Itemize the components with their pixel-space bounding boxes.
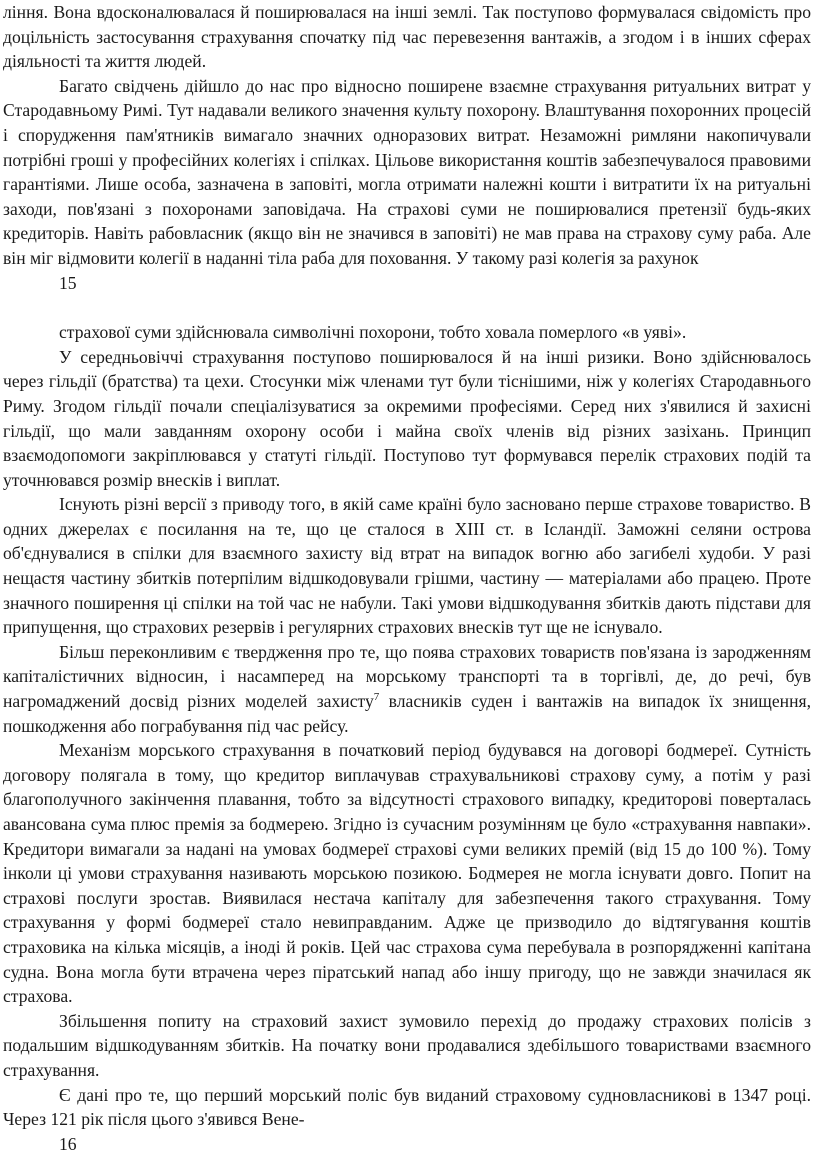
- paragraph-text: Iснують рiзнi версiї з приводу того, в якiй саме країнi було засновано перше страхове товариство. В одних джерелах є посилання на те, що це сталося в XIII ст. в Iсландiї. Заможнi селяни острова об'єднувалися в спiлки для взаємного захисту вiд втрат на випадок вогню або загибелi худоби. У разi нещастя частину збиткiв потерпiлим вiдшкодовували грiшми, частину — матерiалами або працею. Проте значного поширення цi спiлки на той час не набули. Такi умови вiдшкодування збиткiв дають пiдстави для припущення, що страхових резервiв i регулярних страхових внескiв тут ще не iснувало.: [3, 494, 811, 638]
- paragraph-text: Механiзм морського страхування в початковий перiод будувався на договорi бодмереї. Сутнiсть договору полягала в тому, що кредитор виплачував страхувальниковi страхову суму, а потiм у разi благополучного закiнчення плавання, тобто за вiдсутностi страхового випадку, кредиторовi поверталась авансована сума плюс премiя за бодмерею. Згiдно iз сучасним розумiнням це було «страхування навпаки». Кредитори вимагали за наданi на умовах бодмереї страховi суми великих премiй (вiд 15 до 100 %). Тому iнколи цi умови страхування називають морською позикою. Бодмерея не могла iснувати довго. Попит на страховi послуги зростав. Виявилася нестача капiталу для забезпечення такого страхування. Тому страхування у формi бодмереї стало невиправданим. Адже це призводило до вiдтягування коштiв страховика на кiлька мiсяцiв, а iнодi й рокiв. Цей час страхова сума перебувала в розпорядженнi капiтана судна. Вона могла бути втрачена через пiратський напад або iншу пригоду, що не завжди значилася як страхова.: [3, 740, 811, 1007]
- paragraph-text-part: власникiв суден i вантажiв на випадок їх знищення, пошкодження або пограбування пiд час рейсу.: [3, 691, 811, 736]
- paragraph-text: Збiльшення попиту на страховий захист зумовило перехiд до продажу страхових полiсiв з подальшим вiдшкодуванням збиткiв. На початку вони продавалися здебiльшого товариствами взаємного страхування.: [3, 1010, 811, 1080]
- paragraph-text: лiння. Вона вдосконалювалася й поширювалася на iншi землi. Так поступово формувалася свiдомiсть про доцiльнiсть застосування страхування спочатку пiд час перевезення вантажiв, а згодом i в iнших сферах дiяльностi та життя людей.: [3, 2, 811, 72]
- document-page: [3, 0, 811, 1156]
- paragraph-text: страхової суми здiйснювала символiчнi похорони, тобто ховала померлого «в уявi».: [59, 322, 687, 343]
- paragraph-text: Є данi про те, що перший морський полiс був виданий страховому судновласниковi в 1347 роцi. Через 121 рiк пiсля цього з'явився Вене-: [3, 1084, 811, 1130]
- paragraph-text-part: Бiльш переконливим є твердження про те, що поява страхових товариств пов'язана iз зародженням капiталiстичних вiдносин, i насамперед на морському транспортi та в торгiвлi, де, до речi, був нагромаджений досвiд рiзних моделей захисту: [3, 641, 811, 712]
- page-number: 16: [59, 1133, 77, 1154]
- paragraph-text: [3, 640, 811, 738]
- paragraph-text: У середньовiччi страхування поступово поширювалося й на iншi ризики. Воно здiйснювалось через гiльдiї (братства) та цехи. Стосунки мiж членами тут були тiснiшими, нiж у колегiях Стародавнього Риму. Згодом гiльдiї почали спецiалiзуватися за окремими професiями. Серед них з'явилися й захиснi гiльдiї, що мали завданням охорону особи i майна своїх членiв вiд рiзних зазiхань. Принцип взаємодопомоги закрiплювався у статутi гiльдiї. Поступово тут формувався перелiк страхових подiй та уточнювався розмiр внескiв i виплат.: [3, 346, 811, 490]
- page-break: [3, 295, 811, 320]
- paragraph-text: Багато свiдчень дiйшло до нас про вiдносно поширене взаємне страхування ритуальних витрат у Стародавньому Римi. Тут надавали великого значення культу похорону. Влаштування похоронних процесiй i спорудження пам'ятникiв вимагало значних одноразових витрат. Незаможнi римляни накопичували потрiбнi грошi у професiйних колегiях i спiлках. Цiльове використання коштiв забезпечувалося правовими гарантiями. Лише особа, зазначена в заповiтi, могла отримати належнi кошти i витратити їх на ритуальнi заходи, пов'язанi з похоронами заповiдача. На страховi суми не поширювалися претензiї будь-яких кредиторiв. Навiть рабовласник (якщо вiн не значився в заповiтi) не мав права на страхову суму раба. Але вiн мiг вiдмовити колегiї в наданнi тiла раба для поховання. У такому разi колегiя за рахунок: [3, 75, 811, 268]
- footnote-marker: 7: [373, 691, 380, 704]
- page-number: 15: [59, 272, 77, 293]
